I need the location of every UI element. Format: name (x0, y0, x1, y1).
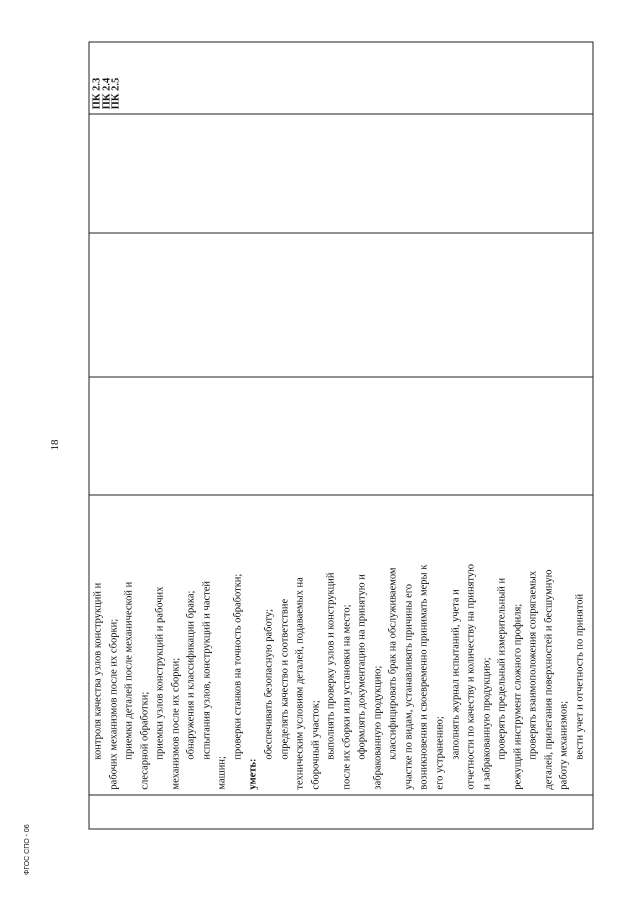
table-col-module (90, 113, 593, 232)
content-line: сборочный участок; (310, 700, 322, 790)
content-line: деталей, прилегания поверхностей и бесшумную (543, 569, 555, 790)
content-line: рабочих механизмов после их сборки; (108, 618, 120, 790)
content-line: проверки станков на точность обработки; (232, 573, 244, 760)
competency-codes (93, 78, 122, 110)
table-col-index (90, 795, 593, 829)
content-line: режущий инструмент сложного профиля; (512, 603, 524, 790)
content-line: контроля качества узлов конструкций и (92, 582, 104, 760)
requirements-text (91, 498, 589, 790)
content-line: приемки деталей после механической и (123, 581, 135, 760)
content-line: проверять предельный измерительный и (496, 577, 508, 760)
competency-code: ПК 2.5 (110, 77, 122, 110)
footer-code: ФГОС СПО - 06 (24, 824, 31, 875)
content-line: обеспечивать безопасную работу; (263, 608, 275, 760)
content-line: классифицировать брак на обслуживаемом (387, 567, 399, 760)
content-line: машин; (216, 756, 228, 790)
content-line: заполнять журнал испытаний, учета и (450, 589, 462, 760)
table-col-requirements (90, 494, 593, 794)
table-col-discipline (90, 232, 593, 377)
content-line: техническим условиям деталей, подаваемых на (294, 577, 306, 790)
content-line: механизмов после их сборки; (170, 657, 182, 790)
content-line: слесарной обработки; (139, 691, 151, 790)
page-number: 18 (49, 439, 61, 451)
content-line: и забракованную продукцию; (481, 657, 493, 790)
content-line: вести учет и отчетность по принятой (574, 593, 586, 760)
competency-code: ПК 2.4 (101, 77, 112, 110)
content-line: возникновения и своевременно принимать меры к (418, 564, 430, 790)
content-line: работу механизмов; (558, 700, 570, 790)
content-line: проверять взаимоположения сопрягаемых (527, 570, 539, 760)
content-line: обнаружения и классификации брака; (185, 590, 197, 760)
competency-code: ПК 2.3 (91, 77, 103, 110)
content-line: участке по видам, устанавливать причины его (403, 583, 415, 790)
table-col-competencies (90, 43, 593, 114)
curriculum-table (89, 42, 594, 830)
content-line: определять качество и соответствие (279, 598, 291, 760)
content-line: оформлять документацию на принятую и (356, 574, 368, 760)
content-line: испытания узлов, конструкций и частей (201, 580, 213, 760)
section-heading: уметь: (247, 758, 259, 790)
content-line: его устранению; (434, 716, 446, 790)
content-line: после их сборки или установки на место; (341, 604, 353, 790)
content-line: приемки узлов конструкций и рабочих (154, 586, 166, 760)
table-col-hours (90, 377, 593, 495)
content-line: забракованную продукцию; (372, 665, 384, 790)
content-line: отчетности по качеству и количеству на принятую (465, 564, 477, 790)
content-line: выполнять проверку узлов и конструкций (325, 572, 337, 760)
